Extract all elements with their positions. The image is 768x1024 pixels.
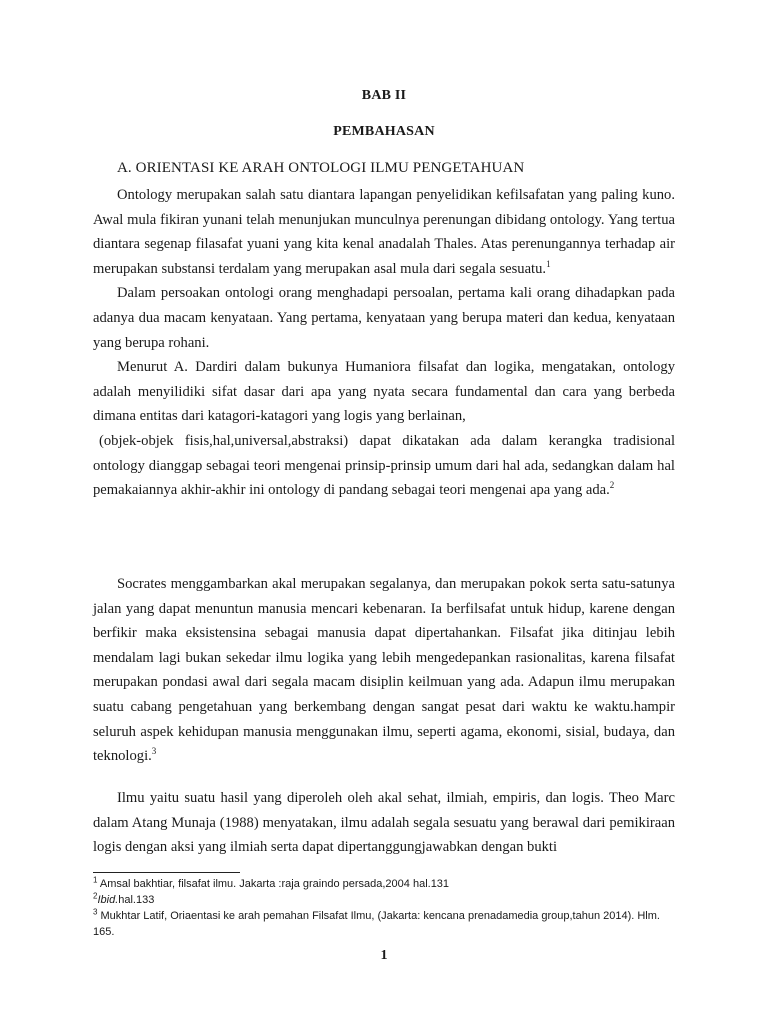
paragraph-1-text: Ontology merupakan salah satu diantara lapangan penyelidikan kefilsafatan yang paling kuno. Awal mula fikiran yunani telah menunjukan munculnya perenungan dibidang ontology. Yang tertua diantara segenap filasafat yuani yang kita kenal anadalah Thales. Atas perenungannya terhadap air merupakan substansi terdalam yang merupakan asal mula dari segala sesuatu. [93, 187, 675, 277]
footnote-ref-3: 3 [151, 746, 157, 757]
footnote-2-text: hal.133 [118, 894, 155, 906]
footnote-1 [93, 876, 683, 892]
footnote-ref-2: 2 [609, 480, 615, 491]
paragraph-4 [93, 429, 675, 503]
footnote-ref-1: 1 [546, 258, 551, 269]
body-block-2 [93, 572, 675, 769]
paragraph-1 [93, 183, 675, 281]
paragraph-4-text: (objek-objek fisis,hal,universal,abstraksi) dapat dikatakan ada dalam kerangka tradisional ontology dianggap sebagai teori mengenai prinsip-prinsip umum dari hal ada, sedangkan dalam hal pemakaiannya akhir-akhir ini ontology di pandang sebagai teori mengenai apa yang ada. [93, 432, 675, 499]
body-block-3 [93, 786, 675, 860]
footnote-3-text: Mukhtar Latif, Oriaentasi ke arah pemahan Filsafat Ilmu, (Jakarta: kencana prenadamedia group,tahun 2014). Hlm. 165. [93, 910, 660, 938]
footnote-2 [93, 892, 683, 908]
footnote-2-ibid: Ibid. [97, 894, 119, 906]
footnote-2-number: 2 [93, 891, 98, 901]
paragraph-6: Ilmu yaitu suatu hasil yang diperoleh oleh akal sehat, ilmiah, empiris, dan logis. Theo Marc dalam Atang Munaja (1988) menyatakan, ilmu adalah segala sesuatu yang berawal dari pemikiraan logis dengan aksi yang ilmiah serta dapat dipertanggungjawabkan dengan bukti [93, 790, 675, 856]
footnote-separator [93, 872, 240, 873]
chapter-heading: BAB II [361, 88, 407, 103]
section-heading: A. ORIENTASI KE ARAH ONTOLOGI ILMU PENGETAHUAN [117, 160, 525, 176]
page-number: 1 [380, 948, 388, 963]
chapter-title: PEMBAHASAN [333, 124, 435, 139]
footnote-1-text: Amsal bakhtiar, filsafat ilmu. Jakarta :raja graindo persada,2004 hal.131 [97, 878, 450, 890]
footnote-1-number: 1 [93, 875, 98, 885]
footnote-3-number: 3 [93, 907, 98, 917]
paragraph-5-text: Socrates menggambarkan akal merupakan segalanya, dan merupakan pokok serta satu-satunya jalan yang dapat menuntun manusia mencari kebenaran. Ia berfilsafat untuk hidup, karene dengan berfikir maka eksistensina sebagai manusia dapat dipertahankan. Filsafat jika ditinjau lebih mendalam lagi bukan sekedar ilmu logika yang lebih mengedepankan rasionalitas, karena filsafat merupakan pondasi awal dari segala macam disiplin keilmuan yang ada. Adapun ilmu merupakan suatu cabang pengetahuan yang berkembang dengan sangat pesat dari waktu ke waktu.hampir seluruh aspek kehidupan manusia menggunakan ilmu, seperti agama, ekonomi, sisial, budaya, dan teknologi. [93, 576, 675, 765]
paragraph-2: Dalam persoakan ontologi orang menghadapi persoalan, pertama kali orang dihadapkan pada adanya dua macam kenyataan. Yang pertama, kenyataan yang berupa materi dan kedua, kenyataan yang berupa rohani. [93, 285, 675, 351]
body-block-1 [93, 183, 675, 503]
paragraph-5 [93, 572, 675, 769]
footnotes [93, 876, 683, 940]
paragraph-3: Menurut A. Dardiri dalam bukunya Humaniora filsafat dan logika, mengatakan, ontology adalah menyilidiki sifat dasar dari apa yang nyata secara fundamental dan cara yang berbeda dimana entitas dari katagori-katagori yang logis yang berlainan, [93, 359, 675, 425]
footnote-3 [93, 908, 683, 940]
